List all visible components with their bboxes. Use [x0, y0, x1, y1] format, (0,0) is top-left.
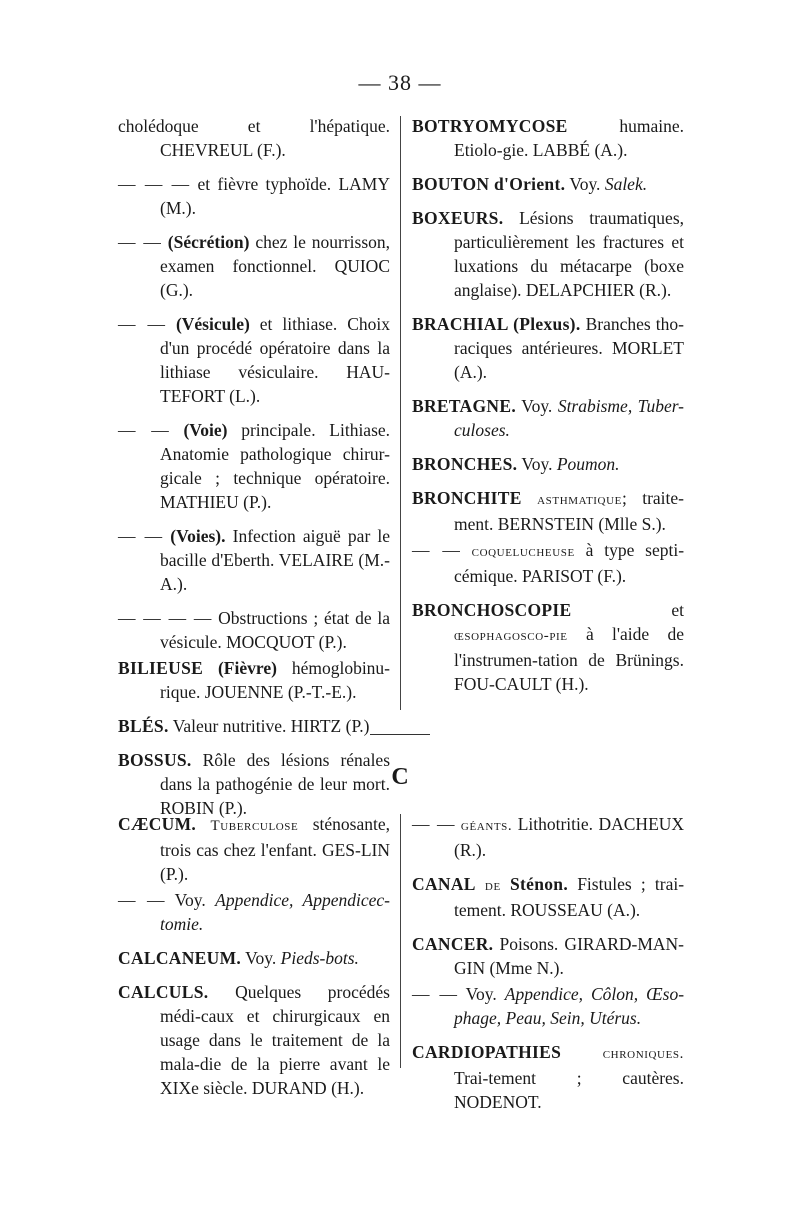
entry-text: Voy. [465, 984, 497, 1004]
entry-text: à type septi-cémique. PARISOT (F.). [454, 540, 685, 586]
entry-subheading: (Voie) [183, 420, 228, 440]
column-divider [400, 116, 401, 710]
entry-headword: BRACHIAL (Plexus). [412, 314, 581, 334]
entry-text: Rôle des lésions rénales dans la pathogénie de leur mort. ROBIN (P.). [160, 750, 391, 818]
index-entry [118, 980, 390, 1100]
entry-headword: BOSSUS. [118, 750, 192, 770]
entry-dash: — — [118, 232, 162, 252]
section-separator [370, 734, 430, 735]
entry-dash: — — — [118, 174, 191, 194]
entry-headword: CALCANEUM. [118, 948, 242, 968]
entry-text: et [671, 600, 684, 620]
entry-reference: Appendice, Appendicec-tomie. [160, 890, 390, 934]
entry-text: Obstructions ; état de la vésicule. MOCQUOT (P.). [160, 608, 391, 652]
index-entry [412, 982, 684, 1030]
index-entry [118, 524, 390, 596]
entry-headword: BOUTON d'Orient. [412, 174, 566, 194]
index-column-bottom-right [412, 812, 684, 1124]
entry-text: Lithotritie. DACHEUX (R.). [454, 814, 685, 860]
entry-subheading: (Fièvre) [217, 658, 277, 678]
entry-subheading: (Sécrétion) [167, 232, 250, 252]
entry-text: Voy. [521, 396, 553, 416]
entry-headword-continued: Sténon. [509, 874, 569, 894]
entry-reference: Salek. [604, 174, 648, 194]
entry-dash: — — — — [118, 608, 213, 628]
index-entry [412, 206, 684, 302]
index-entry [412, 486, 684, 536]
index-column-top-right [412, 114, 684, 706]
entry-text: et lithiase. Choix d'un procédé opératoire dans la lithiase vésiculaire. HAU-TEFORT (L.). [160, 314, 391, 406]
entry-subheading: (Vésicule) [175, 314, 250, 334]
index-entry [412, 1040, 684, 1114]
entry-text: sténosante, trois cas chez l'enfant. GES-LIN (P.). [160, 814, 390, 884]
entry-text: Quelques procédés médi-caux et chirurgicaux en usage dans le traitement de la mala-die de la pierre avant le XIXe siècle. DURAND (H.). [160, 982, 390, 1098]
entry-headword: BRONCHITE [412, 488, 522, 508]
entry-text: cholédoque et l'hépatique. CHEVREUL (F.). [118, 116, 390, 160]
entry-text-continued: à l'aide de l'instrumen-tation de Brünings. FOU-CAULT (H.). [454, 624, 685, 694]
index-entry [412, 312, 684, 384]
entry-headword: BOXEURS. [412, 208, 504, 228]
index-entry [118, 312, 390, 408]
entry-reference: Appendice, Côlon, Œso-phage, Peau, Sein, Utérus. [454, 984, 685, 1028]
index-column-bottom-left [118, 812, 390, 1110]
index-entry [118, 230, 390, 302]
index-entry [118, 418, 390, 514]
index-entry [412, 172, 684, 196]
entry-text: ; traite-ment. BERNSTEIN (Mlle S.). [454, 488, 685, 534]
entry-reference: Strabisme, Tuber-culoses. [454, 396, 685, 440]
index-entry [412, 452, 684, 476]
index-entry [118, 888, 390, 936]
index-column-top-left [118, 114, 390, 830]
index-entry [412, 812, 684, 862]
entry-reference: Pieds-bots. [280, 948, 359, 968]
entry-smallcaps: œsophagosco-pie [454, 628, 568, 644]
index-entry [118, 172, 390, 220]
entry-text: Voy. [174, 890, 206, 910]
entry-dash: — — [118, 526, 164, 546]
entry-headword: CARDIOPATHIES [412, 1042, 562, 1062]
entry-text: humaine. Etiolo-gie. LABBÉ (A.). [454, 116, 684, 160]
index-entry [412, 932, 684, 980]
index-entry [412, 394, 684, 442]
entry-text: Trai-tement ; cautères. NODENOT. [454, 1068, 684, 1112]
entry-smallcaps: asthmatique [537, 492, 622, 508]
entry-smallcaps: coquelucheuse [471, 544, 575, 560]
entry-smallcaps: chroniques. [602, 1046, 684, 1062]
entry-dash: — — [118, 890, 166, 910]
index-entry [412, 872, 684, 922]
entry-headword: BRONCHOSCOPIE [412, 600, 572, 620]
entry-subheading: (Voies). [170, 526, 226, 546]
entry-headword: CANCER. [412, 934, 494, 954]
index-entry [118, 606, 390, 654]
entry-text: Lésions traumatiques, particulièrement les fractures et luxations du métacarpe (boxe anglaise). DELAPCHIER (R.). [454, 208, 684, 300]
entry-dash: — — [118, 420, 170, 440]
index-entry [118, 656, 390, 704]
entry-dash: — — [412, 540, 461, 560]
section-letter: C [391, 764, 409, 790]
entry-headword: BILIEUSE [118, 658, 204, 678]
entry-text: Branches tho-raciques antérieures. MORLET (A.). [454, 314, 684, 382]
entry-headword: CANAL [412, 874, 476, 894]
index-entry [118, 114, 390, 162]
entry-dash: — — [412, 984, 458, 1004]
index-entry [118, 812, 390, 886]
column-divider [400, 814, 401, 1068]
entry-headword: CÆCUM. [118, 814, 197, 834]
entry-smallcaps: géants. [460, 818, 513, 834]
entry-text: Fistules ; trai-tement. ROUSSEAU (A.). [454, 874, 685, 920]
entry-text: Voy. [521, 454, 553, 474]
entry-text: Infection aiguë par le bacille d'Eberth. VELAIRE (M.-A.). [160, 526, 391, 594]
entry-text: hémoglobinu-rique. JOUENNE (P.-T.-E.). [160, 658, 391, 702]
index-entry [118, 946, 390, 970]
entry-text: Voy. [245, 948, 277, 968]
entry-text: principale. Lithiase. Anatomie pathologique chirur-gicale ; technique opératoire. MATHIEU (P.). [160, 420, 391, 512]
entry-text: et fièvre typhoïde. LAMY (M.). [160, 174, 391, 218]
entry-smallcaps: de [484, 878, 501, 894]
entry-headword: BRONCHES. [412, 454, 518, 474]
entry-headword: CALCULS. [118, 982, 209, 1002]
entry-text: Poisons. GIRARD-MAN-GIN (Mme N.). [454, 934, 685, 978]
entry-text: chez le nourrisson, examen fonctionnel. QUIOC (G.). [160, 232, 391, 300]
entry-reference: Poumon. [556, 454, 620, 474]
entry-text: Voy. [569, 174, 601, 194]
entry-dash: — — [118, 314, 166, 334]
index-entry [412, 114, 684, 162]
entry-headword: BRETAGNE. [412, 396, 516, 416]
index-entry [118, 714, 390, 738]
entry-headword: BOTRYOMYCOSE [412, 116, 568, 136]
entry-dash: — — [412, 814, 456, 834]
entry-smallcaps: Tuberculose [210, 818, 299, 834]
index-entry [412, 598, 684, 696]
page-number: — 38 — [358, 70, 442, 95]
entry-headword: BLÉS. [118, 716, 169, 736]
index-entry [412, 538, 684, 588]
entry-text: Valeur nutritive. HIRTZ (P.) [172, 716, 370, 736]
